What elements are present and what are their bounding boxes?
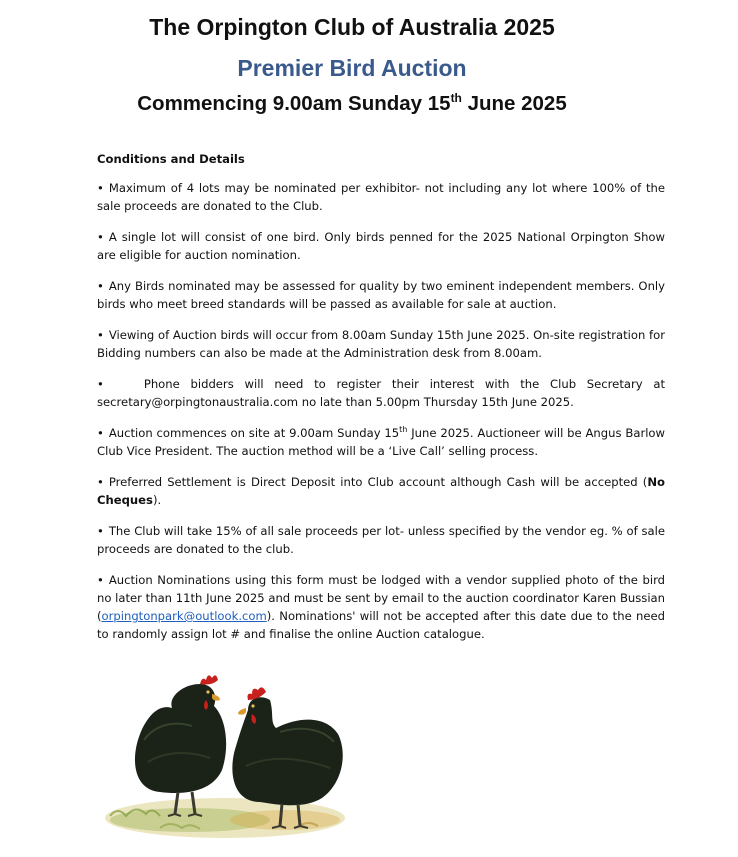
bullet: • <box>97 573 104 587</box>
condition-text: Viewing of Auction birds will occur from 8.00am Sunday 15th June 2025. On-site registration for Bidding numbers can also be made at the Administration desk from 8.00am. <box>97 328 665 360</box>
commencement-line <box>0 92 704 116</box>
condition-text: Auction commences on site at 9.00am Sunday 15 <box>108 426 400 440</box>
condition-text: Any Birds nominated may be assessed for quality by two eminent independent members. Only birds who meet breed standards will be passed as available for sale at auction. <box>97 279 665 311</box>
bullet: • <box>97 230 104 244</box>
condition-item-settlement <box>97 473 665 509</box>
commencement-text-end: June 2025 <box>461 92 567 115</box>
condition-text: The Club will take 15% of all sale proceeds per lot- unless specified by the vendor eg. % of sale proceeds are donated to the club. <box>97 524 665 556</box>
bullet: • <box>97 524 104 538</box>
condition-text: Phone bidders will need to register their interest with the Club Secretary at secretary@orpingtonaustralia.com no late than 5.00pm Thursday 15th June 2025. <box>97 377 665 409</box>
condition-text: Preferred Settlement is Direct Deposit into Club account although Cash will be accepted ( <box>108 475 648 489</box>
condition-item-auction-start <box>97 424 665 460</box>
condition-text-end: ). Nominations' will not be accepted after this date due to the need to randomly assign lot # and finalise the online Auction catalogue. <box>97 609 665 641</box>
bullet: • <box>97 279 104 293</box>
condition-item-viewing <box>97 326 665 362</box>
condition-text: A single lot will consist of one bird. Only birds penned for the 2025 National Orpington Show are eligible for auction nomination. <box>97 230 665 262</box>
condition-item-club-commission <box>97 522 665 558</box>
page-subtitle: Premier Bird Auction <box>237 55 467 81</box>
bullet: • <box>97 328 104 342</box>
coordinator-email-link[interactable]: orpingtonpark@outlook.com <box>101 609 267 623</box>
chickens-illustration <box>100 670 350 842</box>
condition-text-end: June 2025. Auctioneer will be Angus Barlow Club Vice President. The auction method will be a ‘Live Call’ selling process. <box>97 426 666 458</box>
page-title: The Orpington Club of Australia 2025 <box>149 14 555 40</box>
condition-item-single-lot <box>97 228 665 264</box>
condition-item-phone-bidders <box>97 375 665 411</box>
bullet: • <box>97 475 104 489</box>
condition-text-end: ). <box>152 493 162 507</box>
bullet: • <box>97 181 104 195</box>
hen-left-figure <box>135 675 226 816</box>
condition-item-quality <box>97 277 665 313</box>
conditions-heading: Conditions and Details <box>97 152 245 166</box>
ordinal-suffix: th <box>399 425 408 435</box>
condition-item-nominations <box>97 571 665 643</box>
condition-text: Maximum of 4 lots may be nominated per exhibitor- not including any lot where 100% of the sale proceeds are donated to the Club. <box>97 181 665 213</box>
commencement-ordinal: th <box>450 91 462 106</box>
bullet: • <box>97 426 104 440</box>
bullet: • <box>97 377 104 391</box>
condition-item-max-lots <box>97 179 665 215</box>
conditions-section <box>97 150 665 656</box>
condition-text: Auction Nominations using this form must be lodged with a vendor supplied photo of the bird no later than 11th June 2025 and must be sent by email to the auction coordinator Karen Bussian ( <box>97 573 665 623</box>
no-cheques-emphasis: No Cheques <box>97 475 665 507</box>
commencement-text: Commencing 9.00am Sunday 15 <box>137 92 451 115</box>
